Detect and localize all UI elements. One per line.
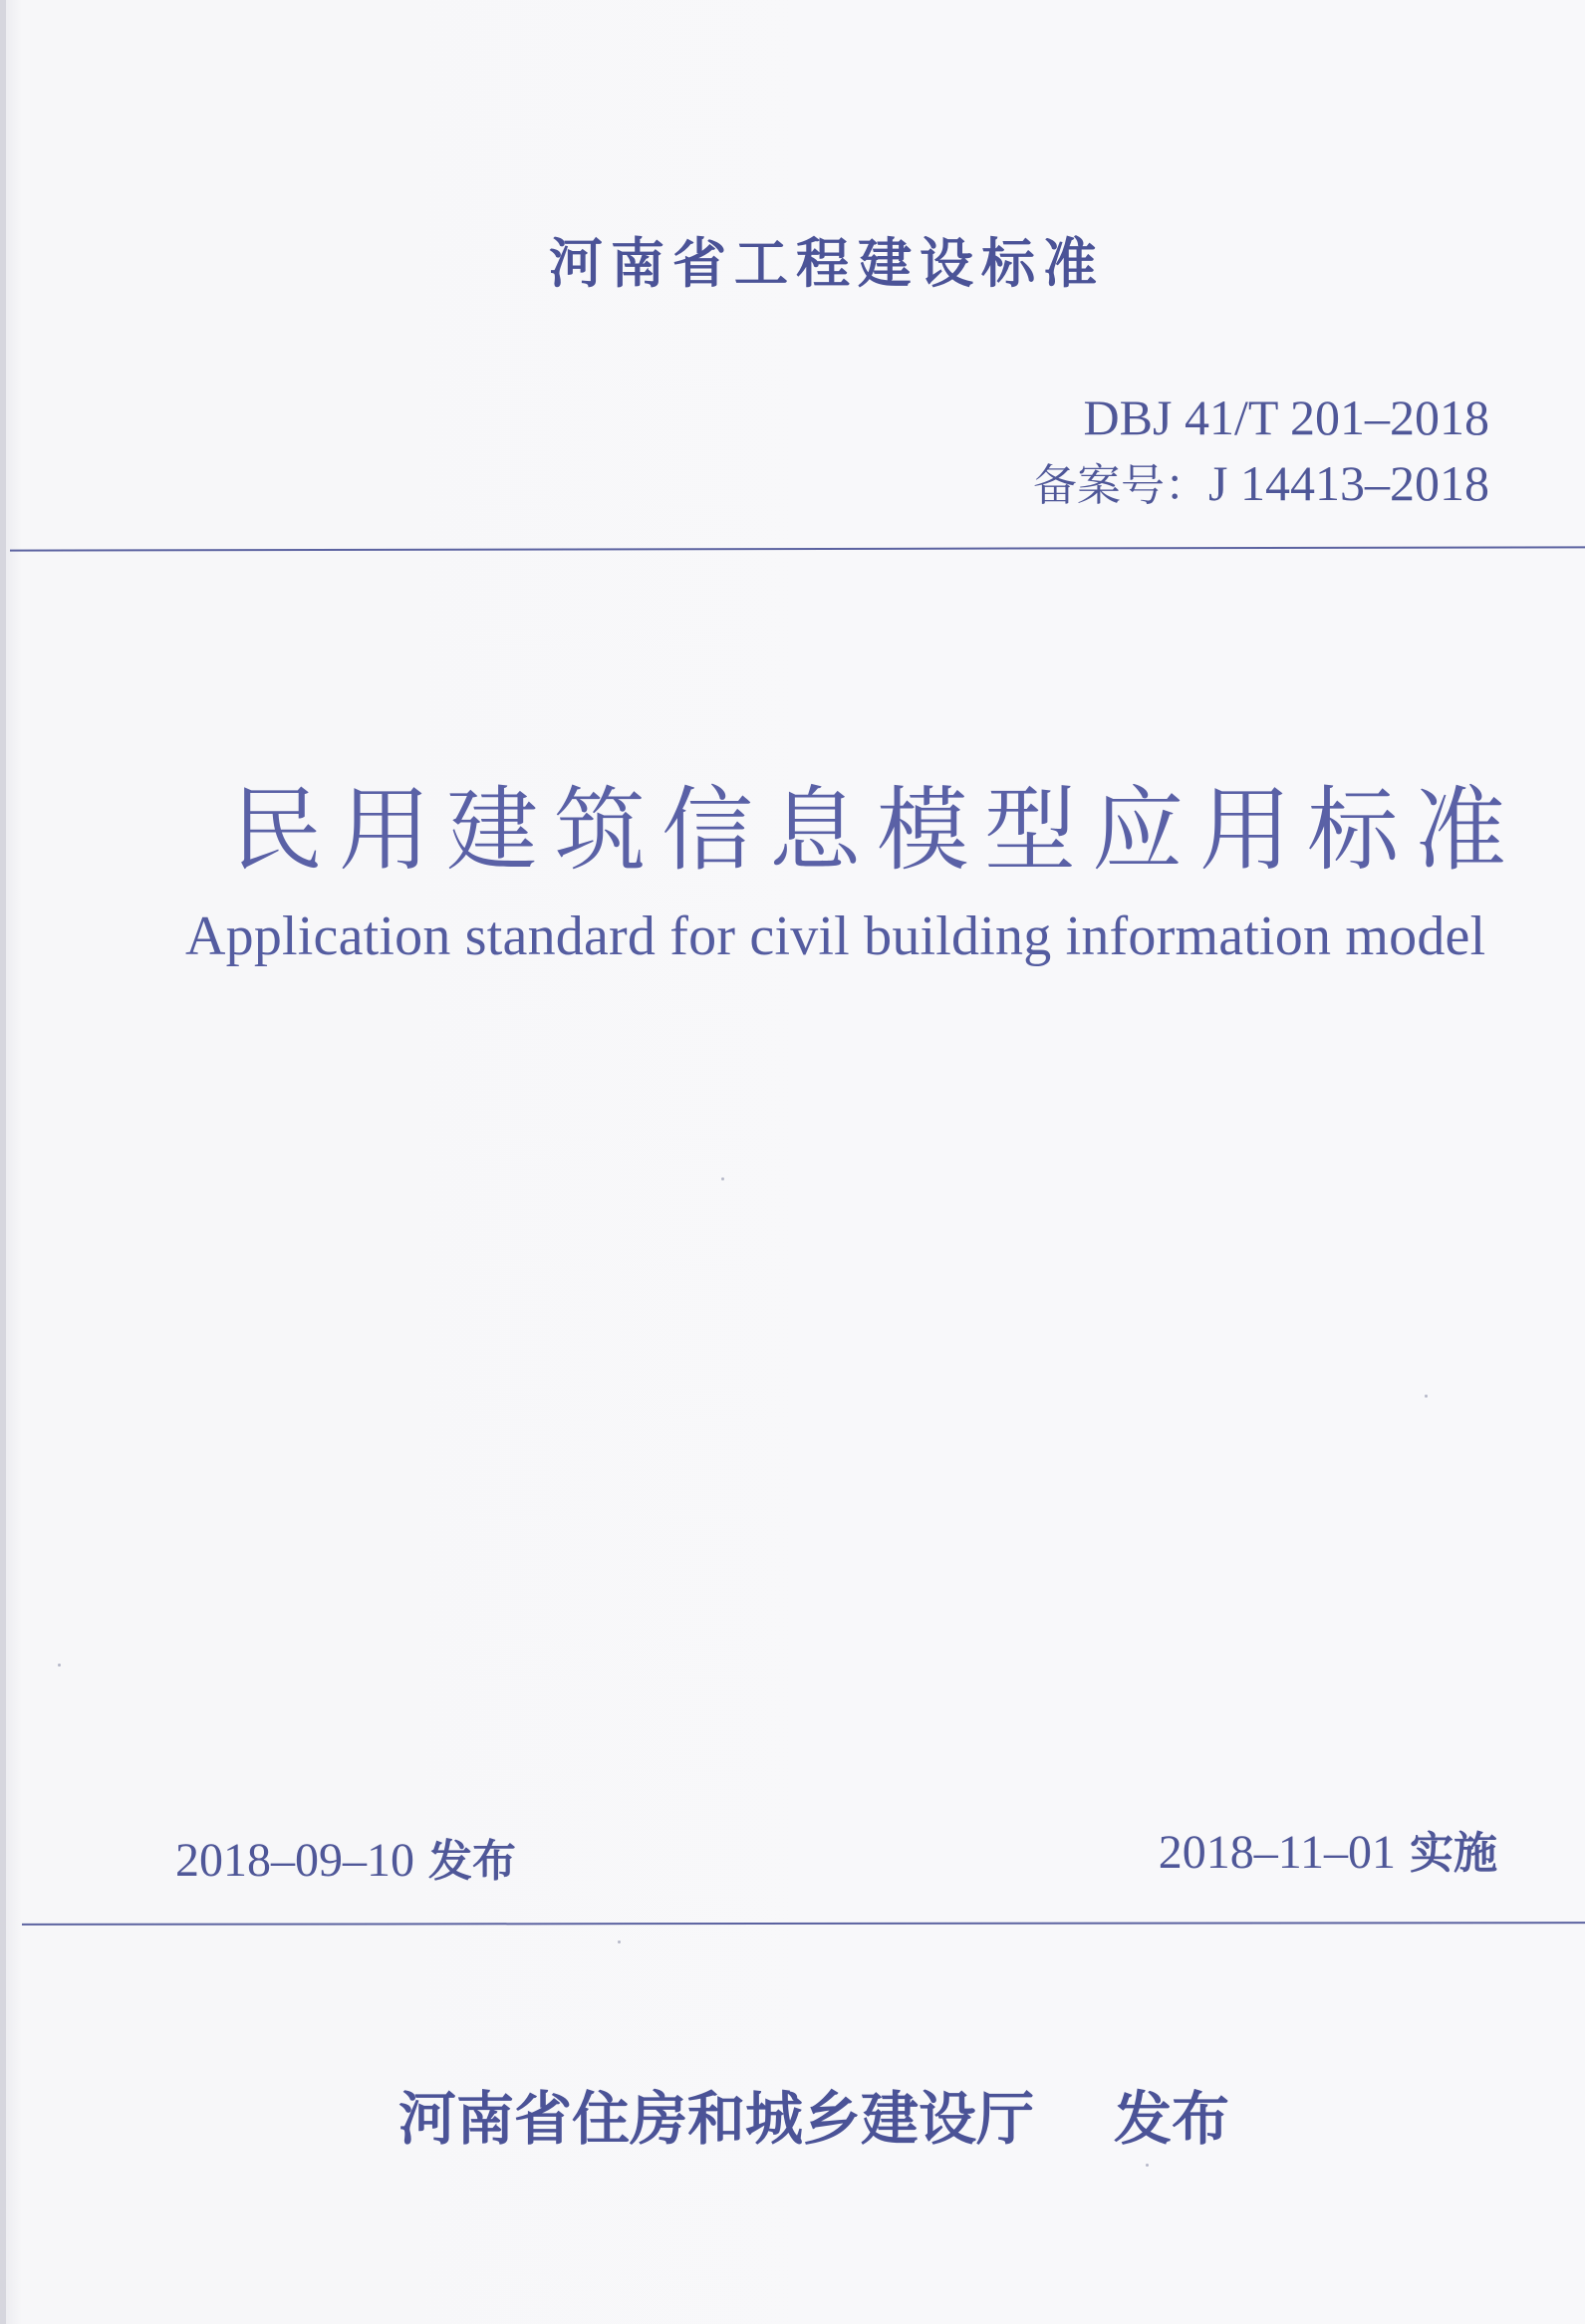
effective-label: 实施 <box>1410 1828 1497 1879</box>
series-title: 河南省工程建设标准 <box>549 232 1105 295</box>
issue-label: 发布 <box>428 1836 516 1887</box>
paper-speck <box>618 1940 621 1943</box>
top-divider <box>10 546 1585 551</box>
bottom-divider <box>22 1922 1585 1926</box>
paper-speck <box>1425 1395 1428 1398</box>
page-edge <box>0 0 6 2324</box>
title-chinese: 民用建筑信息模型应用标准 <box>231 777 1523 884</box>
record-number: J 14413–2018 <box>1208 455 1489 511</box>
standard-code-block <box>1033 385 1489 519</box>
paper-speck <box>58 1664 61 1667</box>
issue-date: 2018–09–10 <box>175 1834 414 1887</box>
issue-date-line <box>175 1825 516 1889</box>
publisher-name: 河南省住房和城乡建设厅 <box>398 2085 1035 2153</box>
publisher-action: 发布 <box>1114 2085 1230 2153</box>
paper-speck <box>1146 2164 1149 2167</box>
effective-date: 2018–11–01 <box>1158 1826 1396 1879</box>
paper-speck <box>721 1177 724 1180</box>
publisher-line <box>398 2072 1229 2156</box>
record-line <box>1033 450 1489 519</box>
standard-code: DBJ 41/T 201–2018 <box>1083 389 1489 445</box>
title-english: Application standard for civil building information model <box>185 905 1486 967</box>
record-label: 备案号： <box>1033 460 1209 511</box>
effective-date-line <box>1159 1817 1497 1881</box>
